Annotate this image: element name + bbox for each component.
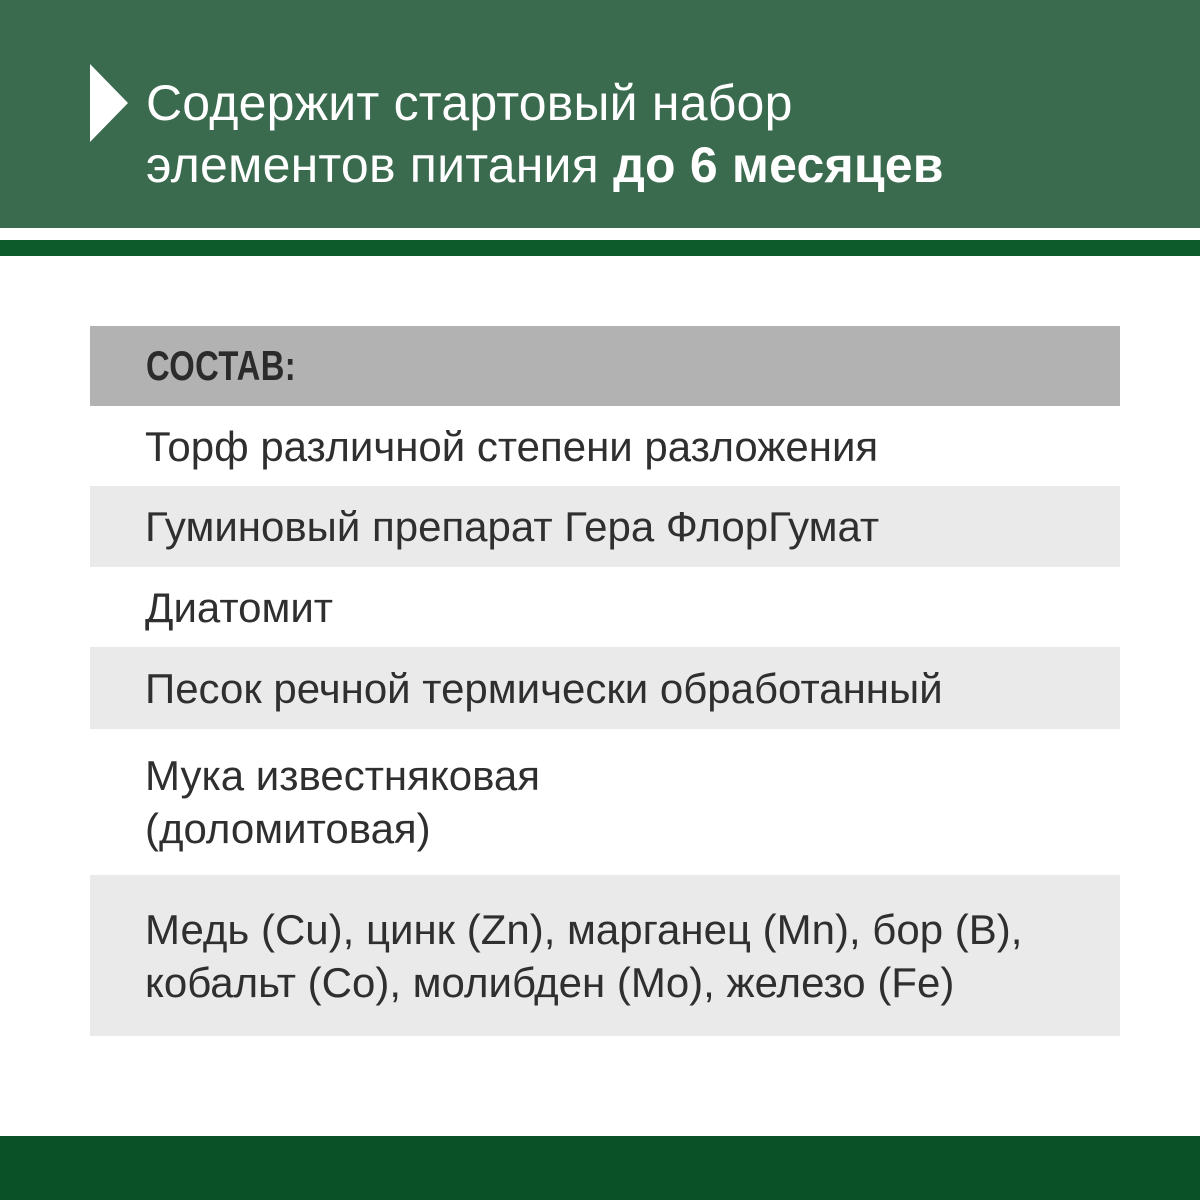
composition-header bbox=[90, 326, 1120, 406]
composition-title: СОСТАВ: bbox=[146, 342, 297, 389]
ingredient-sand: Песок речной термически обработанный bbox=[145, 664, 943, 712]
ingredient-diatomite: Диатомит bbox=[145, 583, 334, 631]
arrow-icon bbox=[90, 64, 128, 142]
ingredient-limestone bbox=[145, 749, 540, 855]
header-line-2: элементов питания bbox=[146, 137, 614, 193]
ingredient-limestone-line-2: (доломитовая) bbox=[145, 805, 431, 852]
table-row bbox=[90, 875, 1120, 1036]
table-row bbox=[90, 729, 1120, 875]
header-banner bbox=[0, 0, 1200, 228]
table-row bbox=[90, 406, 1120, 486]
ingredient-microelements bbox=[145, 903, 1022, 1009]
table-row bbox=[90, 567, 1120, 647]
ingredient-peat: Торф различной степени разложения bbox=[145, 422, 879, 470]
table-row bbox=[90, 486, 1120, 567]
ingredient-limestone-line-1: Мука известняковая bbox=[145, 752, 541, 799]
footer-stripe bbox=[0, 1136, 1200, 1200]
divider-stripe bbox=[0, 240, 1200, 256]
header-title bbox=[146, 72, 1166, 196]
microelements-line-2: кобальт (Co), молибден (Mo), железо (Fe) bbox=[145, 958, 955, 1006]
ingredient-humate: Гуминовый препарат Гера ФлорГумат bbox=[145, 503, 880, 550]
header-line-1: Содержит стартовый набор bbox=[146, 75, 793, 131]
microelements-line-1: Медь (Cu), цинк (Zn), марганец (Mn), бор (B), bbox=[145, 905, 1023, 953]
table-row bbox=[90, 647, 1120, 729]
composition-table bbox=[90, 326, 1120, 1036]
header-highlight: до 6 месяцев bbox=[613, 137, 944, 193]
